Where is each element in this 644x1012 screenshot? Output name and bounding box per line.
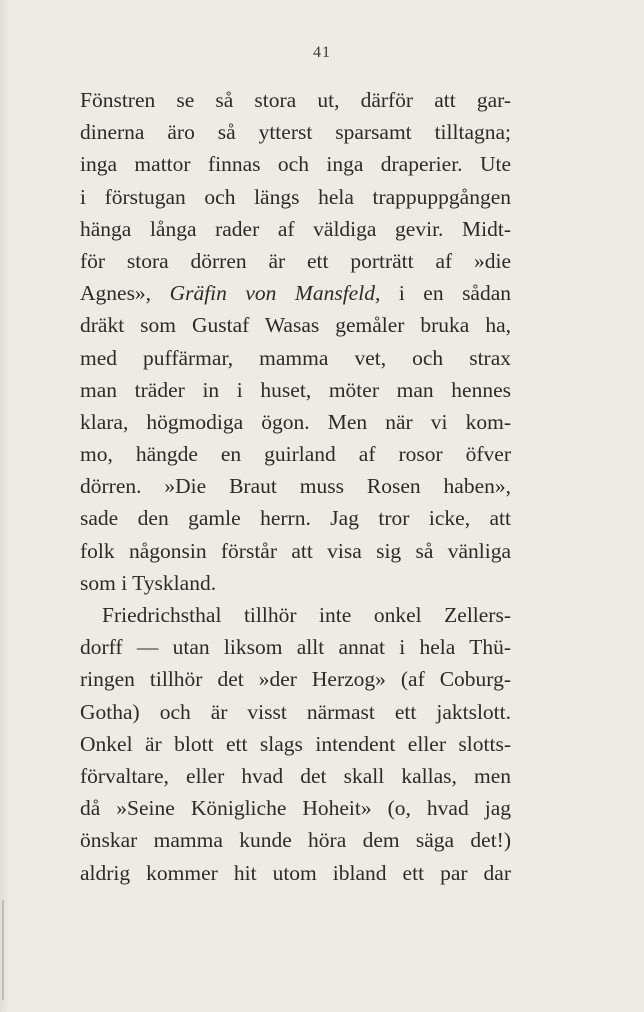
- text-segment: med puffärmar, mamma vet, och strax: [80, 345, 511, 370]
- text-line: [80, 181, 511, 213]
- text-segment: Onkel är blott ett slags intendent eller slotts-: [80, 731, 511, 756]
- text-segment: då »Seine Königliche Hoheit» (o, hvad jag: [80, 796, 511, 821]
- text-segment: hänga långa rader af väldiga gevir. Midt-: [80, 216, 511, 241]
- text-segment: dräkt som Gustaf Wasas gemåler bruka ha,: [80, 313, 511, 338]
- text-line: [80, 567, 511, 599]
- text-segment: dinerna äro så ytterst sparsamt tilltagna;: [80, 120, 511, 145]
- text-line: [80, 342, 511, 374]
- text-segment: folk någonsin förstår att visa sig så vänliga: [80, 538, 511, 563]
- text-line: [80, 502, 511, 534]
- text-line: [80, 760, 511, 792]
- text-line: [80, 309, 511, 341]
- text-segment: i en sådan: [380, 281, 511, 306]
- text-line: [80, 277, 511, 309]
- text-segment: för stora dörren är ett porträtt af »die: [80, 248, 511, 273]
- text-line: [80, 535, 511, 567]
- page-number: 41: [313, 44, 331, 61]
- text-line: [80, 438, 511, 470]
- text-segment: ringen tillhör det »der Herzog» (af Coburg-: [80, 667, 511, 692]
- text-segment: önskar mamma kunde höra dem säga det!): [80, 828, 511, 853]
- text-segment: dorff — utan liksom allt annat i hela Thü-: [80, 635, 511, 660]
- body-text: [80, 84, 511, 889]
- page-edge-shadow: [2, 900, 4, 1000]
- text-segment: mo, hängde en guirland af rosor öfver: [80, 442, 511, 467]
- text-line: [80, 792, 511, 824]
- text-segment: Gotha) och är visst närmast ett jaktslott.: [80, 699, 511, 724]
- text-line: [80, 696, 511, 728]
- text-segment: sade den gamle herrn. Jag tror icke, att: [80, 506, 511, 531]
- text-segment: aldrig kommer hit utom ibland ett par dar: [80, 860, 511, 885]
- text-segment: i förstugan och längs hela trappuppgången: [80, 184, 511, 209]
- text-line: [80, 663, 511, 695]
- text-line: [80, 857, 511, 889]
- text-line: [80, 116, 511, 148]
- text-segment: som i Tyskland.: [80, 570, 217, 595]
- text-line: [80, 213, 511, 245]
- text-segment: klara, högmodiga ögon. Men när vi kom-: [80, 409, 511, 434]
- text-line: [80, 84, 511, 116]
- text-line: [80, 728, 511, 760]
- text-line: [80, 599, 511, 631]
- text-line: [80, 406, 511, 438]
- text-line: [80, 374, 511, 406]
- italic-text-segment: Gräfin von Mansfeld,: [169, 281, 381, 306]
- text-line: [80, 148, 511, 180]
- text-segment: inga mattor finnas och inga draperier. Ute: [80, 152, 511, 177]
- text-line: [80, 631, 511, 663]
- text-line: [80, 824, 511, 856]
- text-line: [80, 470, 511, 502]
- text-segment: man träder in i huset, möter man hennes: [80, 377, 511, 402]
- text-segment: Friedrichsthal tillhör inte onkel Zellers-: [102, 603, 511, 627]
- text-segment: Agnes»,: [80, 281, 170, 306]
- text-segment: förvaltare, eller hvad det skall kallas, men: [80, 763, 511, 788]
- text-segment: Fönstren se så stora ut, därför att gar-: [80, 88, 511, 112]
- text-segment: dörren. »Die Braut muss Rosen haben»,: [80, 474, 511, 499]
- text-line: [80, 245, 511, 277]
